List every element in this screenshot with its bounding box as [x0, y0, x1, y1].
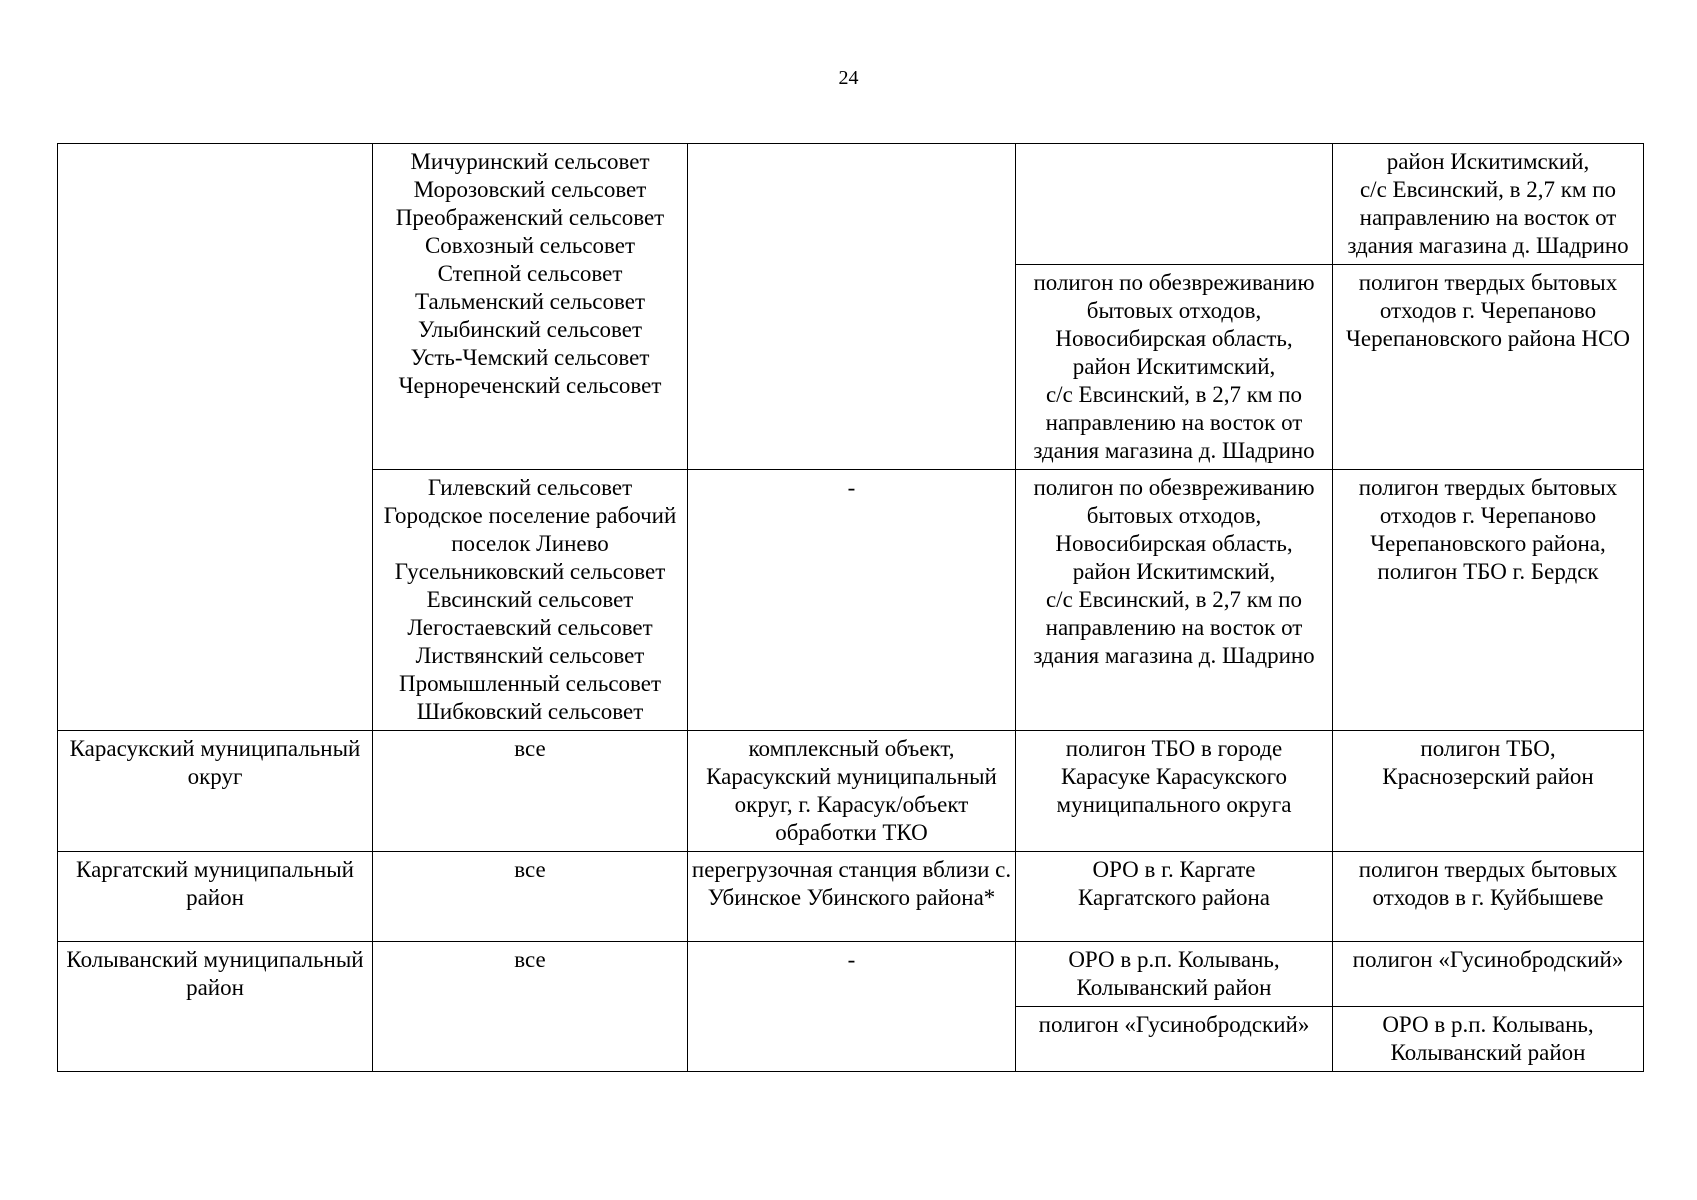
settlements-cell: все [373, 942, 688, 1072]
disposal-object-cell: ОРО в г. Каргате Каргатского района [1016, 852, 1333, 942]
reserve-object-cell: полигон твердых бытовых отходов г. Черепаново Черепановского района, полигон ТБО г. Бердск [1333, 470, 1644, 731]
settlements-cell: Гилевский сельсовет Городское поселение рабочий поселок Линево Гусельниковский сельсовет Евсинский сельсовет Легостаевский сельсовет Листвянский сельсовет Промышленный сельсовет Шибковский сельсовет [373, 470, 688, 731]
table-row [58, 852, 1644, 942]
reserve-object-cell: полигон ТБО, Краснозерский район [1333, 731, 1644, 852]
disposal-object-cell: полигон ТБО в городе Карасуке Карасукского муниципального округа [1016, 731, 1333, 852]
reserve-object-cell: район Искитимский, с/с Евсинский, в 2,7 км по направлению на восток от здания магазина д. Шадрино [1333, 144, 1644, 265]
table-row [58, 942, 1644, 1007]
municipality-cell: Каргатский муниципальный район [58, 852, 373, 942]
reserve-object-cell: ОРО в р.п. Колывань, Колыванский район [1333, 1007, 1644, 1072]
municipality-cell [58, 144, 373, 731]
disposal-object-cell: ОРО в р.п. Колывань, Колыванский район [1016, 942, 1333, 1007]
settlements-cell: все [373, 731, 688, 852]
table-row [58, 731, 1644, 852]
table-row [58, 144, 1644, 265]
municipality-cell: Колыванский муниципальный район [58, 942, 373, 1072]
processing-object-cell: комплексный объект, Карасукский муниципальный округ, г. Карасук/объект обработки ТКО [688, 731, 1016, 852]
disposal-object-cell [1016, 144, 1333, 265]
processing-object-cell: - [688, 470, 1016, 731]
processing-object-cell: - [688, 942, 1016, 1072]
disposal-object-cell: полигон по обезвреживанию бытовых отходов, Новосибирская область, район Искитимский, с/с Евсинский, в 2,7 км по направлению на восток от здания магазина д. Шадрино [1016, 470, 1333, 731]
page-number: 24 [838, 67, 859, 89]
settlements-cell: Мичуринский сельсовет Морозовский сельсовет Преображенский сельсовет Совхозный сельсовет Степной сельсовет Тальменский сельсовет Улыбинский сельсовет Усть-Чемский сельсовет Черноречeнский сельсовет [373, 144, 688, 470]
settlements-cell: все [373, 852, 688, 942]
waste-routing-table [57, 143, 1644, 1072]
processing-object-cell [688, 144, 1016, 470]
municipality-cell: Карасукский муниципальный округ [58, 731, 373, 852]
processing-object-cell: перегрузочная станция вблизи с. Убинское Убинского района* [688, 852, 1016, 942]
disposal-object-cell: полигон по обезвреживанию бытовых отходов, Новосибирская область, район Искитимский, с/с Евсинский, в 2,7 км по направлению на восток от здания магазина д. Шадрино [1016, 265, 1333, 470]
reserve-object-cell: полигон твердых бытовых отходов г. Черепаново Черепановского района НСО [1333, 265, 1644, 470]
disposal-object-cell: полигон «Гусинобродский» [1016, 1007, 1333, 1072]
reserve-object-cell: полигон «Гусинобродский» [1333, 942, 1644, 1007]
reserve-object-cell: полигон твердых бытовых отходов в г. Куйбышеве [1333, 852, 1644, 942]
